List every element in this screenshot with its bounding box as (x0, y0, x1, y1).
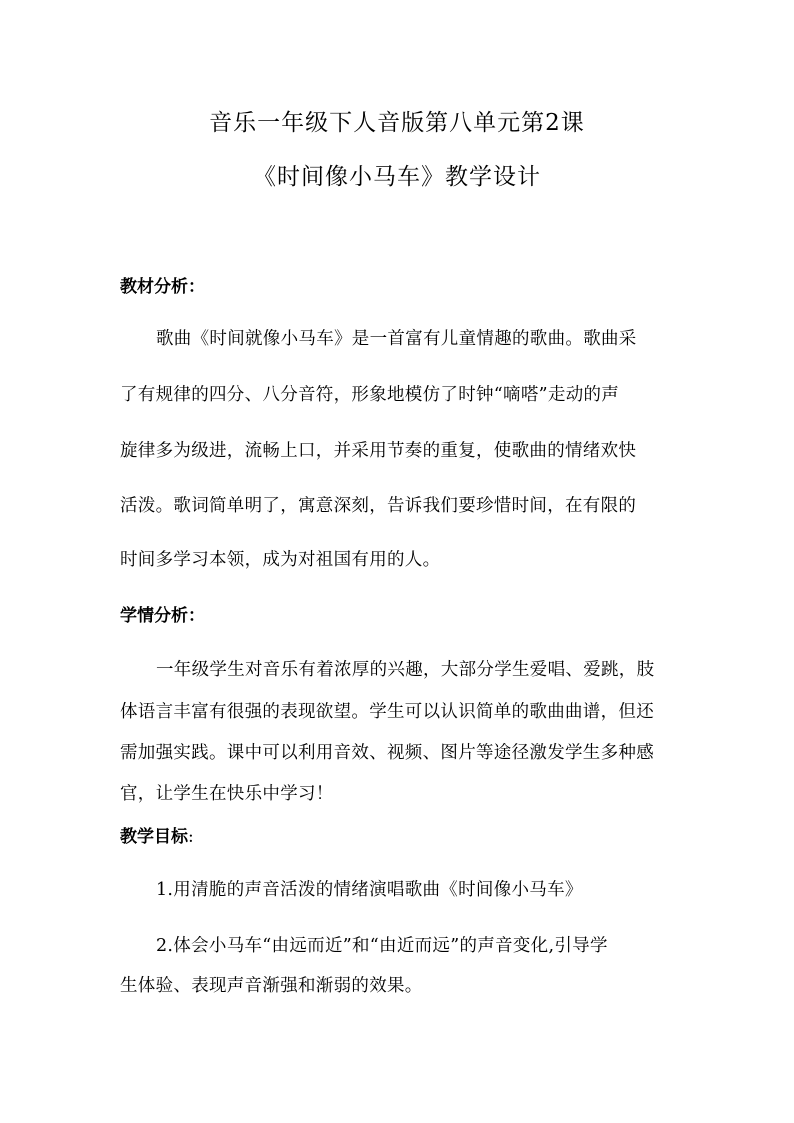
materials-line-5: 时间多学习本领，成为对祖国有用的人。 (120, 550, 441, 570)
materials-line-3: 旋律多为级进，流畅上口，并采用节奏的重复，使歌曲的情绪欢快 (120, 441, 637, 461)
title-line-2: 《时间像小马车》教学设计 (253, 164, 541, 190)
students-line-2: 体语言丰富有很强的表现欲望。学生可以认识简单的歌曲曲谱，但还 (120, 702, 654, 722)
students-line-1: 一年级学生对音乐有着浓厚的兴趣，大部分学生爱唱、爱跳，肢 (156, 660, 655, 680)
goals-line-3: 生体验、表现声音渐强和渐弱的效果。 (120, 976, 423, 996)
students-heading: 学情分析： (120, 606, 205, 626)
materials-line-2: 了有规律的四分、八分音符，形象地模仿了时钟“嘀嗒”走动的声 (120, 385, 620, 405)
goals-line-2: 2.体会小马车“由远而近”和“由近而远”的声音变化,引导学 (156, 936, 608, 956)
materials-heading: 教材分析： (120, 277, 205, 297)
students-line-3: 需加强实践。课中可以利用音效、视频、图片等途径激发学生多种感 (120, 743, 654, 763)
goals-heading-text: 教学目标 (120, 827, 188, 847)
students-line-4: 官，让学生在快乐中学习！ (120, 784, 334, 804)
materials-line-4: 活泼。歌词简单明了，寓意深刻，告诉我们要珍惜时间，在有限的 (120, 496, 637, 516)
title-line-1: 音乐一年级下人音版第八单元第2课 (209, 110, 585, 136)
goals-heading (120, 822, 194, 847)
materials-line-1: 歌曲《时间就像小马车》是一首富有儿童情趣的歌曲。歌曲采 (156, 329, 637, 349)
goals-heading-colon: : (188, 827, 194, 847)
goals-line-1: 1.用清脆的声音活泼的情绪演唱歌曲《时间像小马车》 (156, 880, 583, 900)
